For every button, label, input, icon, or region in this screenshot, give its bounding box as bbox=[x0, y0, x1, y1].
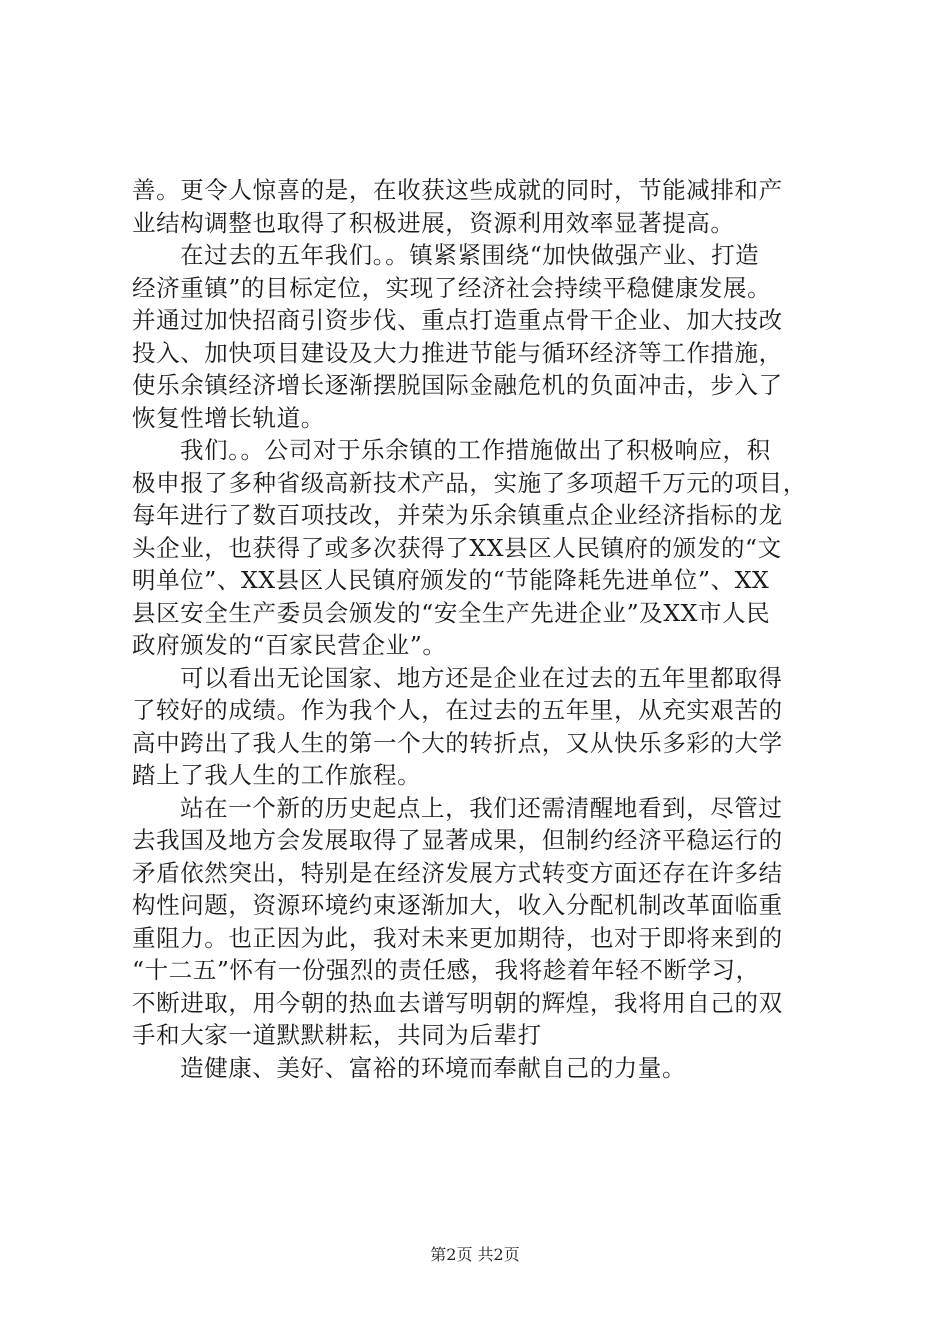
text-line: 矛盾依然突出，特别是在经济发展方式转变方面还存在许多结 bbox=[132, 858, 783, 887]
text-line: 投入、加快项目建设及大力推进节能与循环经济等工作措施， bbox=[132, 338, 783, 367]
page-footer: 第2页 共2页 bbox=[430, 1245, 520, 1264]
text-line: 政府颁发的“百家民营企业”。 bbox=[132, 631, 447, 659]
text-line: 造健康、美好、富裕的环境而奉献自己的力量。 bbox=[180, 1053, 687, 1082]
text-line: 可以看出无论国家、地方还是企业在过去的五年里都取得 bbox=[180, 663, 783, 692]
text-line: 恢复性增长轨道。 bbox=[132, 403, 325, 432]
document-body bbox=[132, 174, 832, 1084]
text-line: 极申报了多种省级高新技术产品，实施了多项超千万元的项目， bbox=[132, 468, 807, 497]
text-line: “十二五”怀有一份强烈的责任感，我将趁着年轻不断学习， bbox=[132, 956, 760, 984]
text-line: 并通过加快招商引资步伐、重点打造重点骨干企业、加大技改 bbox=[132, 306, 783, 334]
text-line: 使乐余镇经济增长逐渐摆脱国际金融危机的负面冲击，步入了 bbox=[132, 371, 783, 399]
text-line: 构性问题，资源环境约束逐渐加大，收入分配机制改革面临重 bbox=[132, 891, 783, 919]
text-line: 县区安全生产委员会颁发的“安全生产先进企业”及XX市人民 bbox=[132, 598, 771, 627]
text-line: 善。更令人惊喜的是，在收获这些成就的同时，节能减排和产 bbox=[132, 176, 783, 204]
text-line: 每年进行了数百项技改，并荣为乐余镇重点企业经济指标的龙 bbox=[132, 501, 783, 529]
text-line: 高中跨出了我人生的第一个大的转折点，又从快乐多彩的大学 bbox=[132, 728, 783, 757]
text-line: 站在一个新的历史起点上，我们还需清醒地看到，尽管过 bbox=[180, 793, 783, 822]
text-line: 去我国及地方会发展取得了显著成果，但制约经济平稳运行的 bbox=[132, 826, 783, 854]
text-line: 踏上了我人生的工作旅程。 bbox=[132, 761, 422, 789]
text-line: 明单位”、XX县区人民镇府颁发的“节能降耗先进单位”、XX bbox=[132, 566, 770, 594]
text-line: 头企业，也获得了或多次获得了XX县区人民镇府的颁发的“文 bbox=[132, 533, 782, 562]
text-line: 手和大家一道默默耕耘，共同为后辈打 bbox=[132, 1021, 542, 1049]
text-line: 在过去的五年我们。。镇紧紧围绕“加快做强产业、打造 bbox=[180, 241, 760, 269]
text-line: 重阻力。也正因为此，我对未来更加期待，也对于即将来到的 bbox=[132, 923, 783, 952]
text-line: 不断进取，用今朝的热血去谱写明朝的辉煌，我将用自己的双 bbox=[132, 988, 783, 1017]
text-line: 了较好的成绩。作为我个人，在过去的五年里，从充实艰苦的 bbox=[132, 696, 783, 724]
text-line: 经济重镇”的目标定位，实现了经济社会持续平稳健康发展。 bbox=[132, 273, 772, 302]
text-line: 业结构调整也取得了积极进展，资源利用效率显著提高。 bbox=[132, 208, 735, 237]
text-line: 我们。。公司对于乐余镇的工作措施做出了积极响应，积 bbox=[180, 436, 771, 464]
